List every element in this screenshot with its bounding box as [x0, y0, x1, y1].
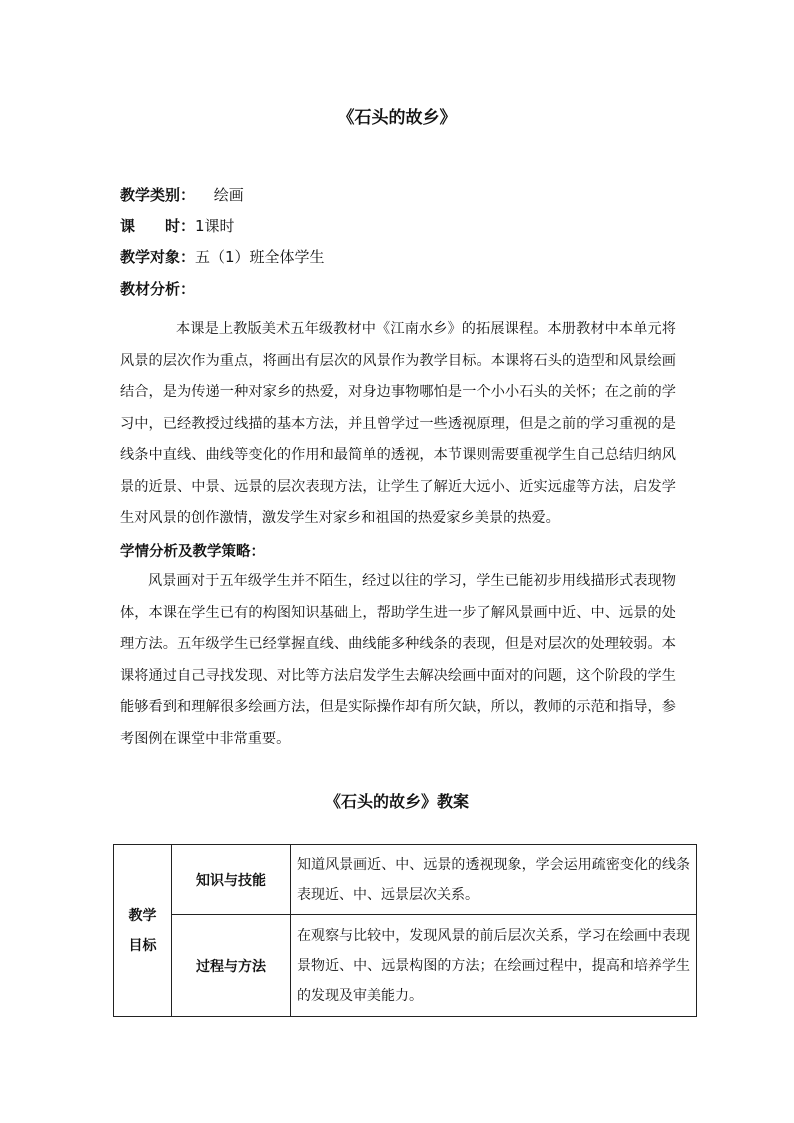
objectives-table	[113, 844, 697, 1017]
hours-label: 课 时：	[120, 217, 196, 235]
analysis-line	[120, 279, 195, 299]
row-text: 在观察与比较中，发现风景的前后层次关系，学习在绘画中表现景物近、中、远景构图的方法；在绘画过程中，提高和培养学生的发现及审美能力。	[291, 915, 697, 1017]
category-label: 教学类别：	[120, 186, 196, 204]
strategy-heading: 学情分析及教学策略：	[120, 544, 265, 560]
row-text: 知道风景画近、中、远景的透视现象，学会运用疏密变化的线条表现近、中、远景层次关系。	[291, 845, 697, 915]
objectives-main-cell	[114, 845, 172, 1017]
hours-line	[120, 216, 235, 236]
lesson-plan-title: 《石头的故乡》教案	[324, 792, 469, 811]
category-value: 绘画	[213, 186, 244, 204]
analysis-label: 教材分析：	[120, 280, 196, 298]
objectives-label-line2: 目标	[128, 937, 157, 954]
audience-value: 五（1）班全体学生	[195, 248, 325, 266]
analysis-paragraph: 本课是上教版美术五年级教材中《江南水乡》的拓展课程。本册教材中本单元将风景的层次作为重点，将画出有层次的风景作为教学目标。本课将石头的造型和风景绘画结合，是为传递一种对家乡的热爱，对身边事物哪怕是一个小小石头的关怀；在之前的学习中，已经教授过线描的基本方法，并且曾学过一些透视原理，但是之前的学习重视的是线条中直线、曲线等变化的作用和最简单的透视，本节课则需要重视学生自己总结归纳风景的近景、中景、远景的层次表现方法，让学生了解近大远小、近实远虚等方法，启发学生对风景的创作激情，激发学生对家乡和祖国的热爱家乡美景的热爱。	[120, 321, 676, 526]
table-row	[114, 845, 697, 915]
strategy-paragraph: 风景画对于五年级学生并不陌生，经过以往的学习，学生已能初步用线描形式表现物体，本课在学生已有的构图知识基础上，帮助学生进一步了解风景画中近、中、远景的处理方法。五年级学生已经掌握直线、曲线能多种线条的表现，但是对层次的处理较弱。本课将通过自己寻找发现、对比等方法启发学生去解决绘画中面对的问题，这个阶段的学生能够看到和理解很多绘画方法，但是实际操作却有所欠缺，所以，教师的示范和指导，参考图例在课堂中非常重要。	[120, 573, 676, 747]
audience-line	[120, 247, 325, 267]
objectives-label-line1: 教学	[128, 907, 157, 924]
hours-value: 1课时	[195, 217, 235, 235]
audience-label: 教学对象：	[120, 248, 196, 266]
row-label: 知识与技能	[172, 845, 291, 915]
category-line	[120, 185, 244, 205]
table-row	[114, 915, 697, 1017]
row-label: 过程与方法	[172, 915, 291, 1017]
document-title: 《石头的故乡》	[337, 108, 457, 128]
